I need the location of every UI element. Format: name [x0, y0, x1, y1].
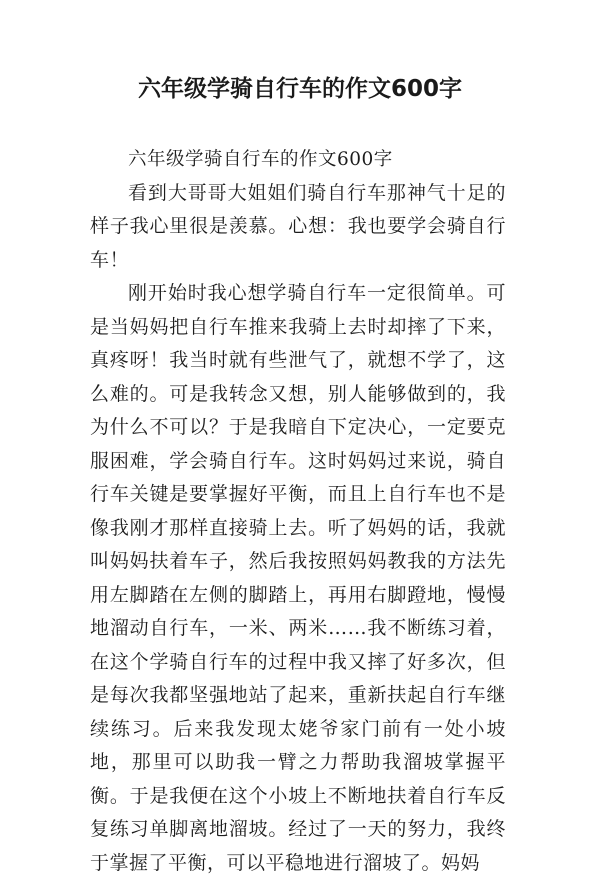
paragraph: 刚开始时我心想学骑自行车一定很简单。可是当妈妈把自行车推来我骑上去时却摔了下来，真疼呀！我当时就有些泄气了，就想不学了，这么难的。可是我转念又想，别人能够做到的，我为什么不可以？于是我暗自下定决心，一定要克服困难，学会骑自行车。这时妈妈过来说，骑自行车关键是要掌握好平衡，而且上自行车也不是像我刚才那样直接骑上去。听了妈妈的话，我就叫妈妈扶着车子，然后我按照妈妈教我的方法先用左脚踏在左侧的脚踏上，再用右脚蹬地，慢慢地溜动自行车，一米、两米……我不断练习着，在这个学骑自行车的过程中我又摔了好多次，但是每次我都坚强地站了起来，重新扶起自行车继续练习。后来我发现太姥爷家门前有一处小坡地，那里可以助我一臂之力帮助我溜坡掌握平衡。于是我便在这个小坡上不断地扶着自行车反复练习单脚离地溜坡。经过了一天的努力，我终于掌握了平衡，可以平稳地进行溜坡了。妈妈	[90, 282, 506, 874]
paragraph: 看到大哥哥大姐姐们骑自行车那神气十足的样子我心里很是羡慕。心想：我也要学会骑自行车！	[90, 181, 506, 271]
document-body	[90, 143, 506, 880]
document-title: 六年级学骑自行车的作文600字	[137, 76, 462, 102]
document-subtitle: 六年级学骑自行车的作文600字	[128, 149, 393, 170]
